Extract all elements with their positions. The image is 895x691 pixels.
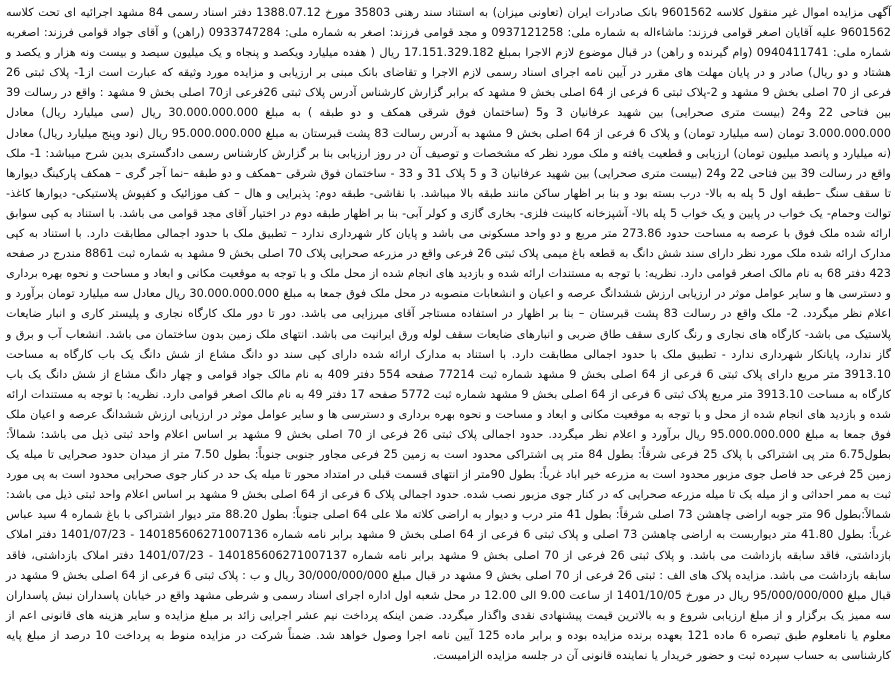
auction-notice-text: آگهی مزایده اموال غیر منقول کلاسه 9601562 بانک صادرات ایران (تعاونی میزان) به استناد سند رهنی 35803 مورخ 1388.07.12 دفتر اسناد رسمی 84 مشهد اجرائیه ای تحت کلاسه 9601562 علیه آقایان اصغر قوامی فرزند: ماشاءاله به شماره ملی: 0937121258 و مجد قوامی فرزند: اصغر به شماره ملی: 0933747284 (راهن) و آقای جواد قوامی فرزند: اصغربه شماره ملی: 0940411741 (وام گیرنده و راهن) در قبال موضوع لازم الاجرا بمبلغ 17.151.329.182 ریال ( هفده میلیارد ویکصد و پنجاه و یک میلیون سیصد و بیست ونه هزار و یکصد و هشتاد و دو ریال) صادر و در پایان مهلت های مقرر در آیین نامه اجرای اسناد رسمی لازم الاجرا و تقاضای بانک مبنی بر ارزیابی و مزایده مورد وثیقه که عبارت است از1- پلاک ثبتی 26 فرعی از 70 اصلی بخش 9 مشهد و 2-پلاک ثبتی 6 فرعی از 64 اصلی بخش 9 مشهد که برابر گزارش کارشناس آدرس پلاک ثبتی 26فرعی از70 اصلی بخش 9 مشهد : واقع در رسالت 39 بین فتاحی 22 و24 (بیست متری صحرایی) بین شهید عرفانیان 3 و5 (ساختمان فوق شرقی همکف و دو طبقه ) به مبلغ 30.000.000.000 ریال (سی میلیارد ریال) معادل 3.000.000.000 تومان (سه میلیارد تومان) و پلاک 6 فرعی از 64 اصلی بخش 9 مشهد به آدرس رسالت 83 پشت قبرستان به مبلغ 95.000.000.000 ریال (نود وپنج میلیارد ریال) معادل (نه میلیارد و پانصد میلیون تومان) ارزیابی و قطعیت یافته و ملک مورد نظر که مشخصات و توصیف آن در روز ارزیابی بنا بر گزارش کارشناس رسمی دادگستری بدین شرح میباشد: 1- ملک واقع در رسالت 39 بین فتاحی 22 و24 (بیست متری صحرایی) بین شهید عرفانیان 3 و 5 پلاک 31 و 33 - ساختمان فوق شرقی –همکف و دو طبقه –نما آجر گری – همکف پارکینگ دیوارها تا سقف سنگ –طبقه اول 5 پله به بالا- درب بسته بود و بنا بر اظهار ساکن مانند طبقه بالا میباشد. با نقاشی- طبقه دوم: پذیرایی و هال – کف موزائیک و کفپوش پلاستیکی- دیوارها کاغذ- توالت وحمام- یک خواب در پایین و یک خواب 5 پله بالا- آشپزخانه کابینت فلزی- بخاری گازی و کولر آبی- بنا بر اظهار طبقه دوم در اختیار آقای مجد قوامی می باشد. با استناد به کپی سوابق ارائه شده ملک فوق با عرصه به مساحت حدود 273.86 متر مربع و دو واحد مسکونی می باشد و پایان کار شهرداری ندارد – تطبیق ملک با حدود اجمالی مطابقت دارد. با استناد به کپی مدارک ارائه شده ملک مورد نظر دارای سند شش دانگ به قطعه باغ میمی پلاک ثبتی 26 فرعی واقع در مزرعه صحرایی پلاک 70 اصلی بخش 9 مشهد به شماره ثبت 8861 مندرج در صفحه 423 دفتر 68 به نام مالک اصغر قوامی دارد. نظریه: با توجه به مستندات ارائه شده و بازدید های انجام شده از محل ملک و با توجه به موقعیت مکانی و ابعاد و مساحت و نحوه بهره برداری و دسترسی ها و سایر عوامل موثر در ارزیابی ارزش ششدانگ عرصه و اعیان و انشعابات منصوبه در محل ملک فوق جمعا به مبلغ 30.000.000.000 ریال معادل سه میلیارد تومان برآورد و اعلام نظر میگردد. 2- ملک واقع در رسالت 83 پشت قبرستان – بنا بر اظهار در استفاده مستاجر آقای میرزایی می باشد. دور تا دور ملک کارگاه نجاری و پلیستر کاری و انبار ضایعات پلاستیک می باشد- کارگاه های نجاری و رنگ کاری سقف طاق ضربی و انبارهای ضایعات سقف لوله ورق ایرانیت می باشد. انتهای ملک زمین بدون ساختمان می باشد. انشعاب آب و برق و گاز ندارد، پایانکار شهرداری ندارد - تطبیق ملک با حدود اجمالی مطابقت دارد. با استناد به مدارک ارائه شده دارای کپی سند دو دانگ مشاع از شش دانگ یک باب کارگاه به مساحت 3913.10 متر مربع دارای پلاک ثبتی 6 فرعی از 64 اصلی بخش 9 مشهد شماره ثبت 77214 صفحه 554 دفتر 409 به نام مالک جواد قوامی و چهار دانگ مشاع از شش دانگ یک باب کارگاه به مساحت 3913.10 متر مربع پلاک ثبتی 6 فرعی از 64 اصلی بخش 9 مشهد شماره ثبت 5772 صفحه 17 دفتر 49 به نام مالک اصغر قوامی دارد. نظریه: با توجه به مستندات ارائه شده و بازدید های انجام شده از محل و با توجه به موقعیت مکانی و ابعاد و مساحت و نحوه بهره برداری و دسترسی ها و سایر عوامل موثر در ارزیابی ارزش ششدانگ عرصه و اعیان ملک فوق جمعا به مبلغ 95.000.000.000 ریال برآورد و اعلام نظر میگردد. حدود اجمالی پلاک ثبتی 26 فرعی از 70 اصلی بخش 9 مشهد بر اساس اعلام واحد ثبتی ذیل می باشد: شمالاً: بطول6.75 متر پی اشتراکی با پلاک 25 فرعی شرقاً: بطول 84 متر پی اشتراکی محدود است به زمین 25 فرعی مجاور جنوبی جنوباً: بطول 7.50 متر از میدان حدود صحرایی تا میله یک زمین 25 فرعی حد فاصل جوی مزبور محدود است به مزرعه خیر اباد غرباً: بطول 90متر از انتهای قسمت قبلی در امتداد محور تا میله یک حد در کنار جوی صحرایی محدود است به پی مورد ثبت به ممر احداثی و از میله یک تا میله مزرعه صحرایی که در کنار جوی مزبور نصب شده. حدود اجمالی پلاک 6 فرعی از 64 اصلی بخش 9 مشهد بر اساس اعلام واحد ثبتی ذیل می باشد: شمالاً:بطول 96 متر جوبه اراضی چاهشن 73 اصلی شرقاً: بطول 41 متر درب و دیوار به اراضی کلاته ملا علی 64 اصلی جنوباً: بطول 88.20 متر دیوار اشتراکی با باغ شماره 4 سید عباس غرباً: بطول 41.80 متر دیواربست به اراضی چاهشن 73 اصلی و پلاک ثبتی 6 فرعی از 64 اصلی بخش 9 مشهد برابر نامه شماره 140185606271007136 - 1401/07/23 دفتر املاک بازداشتی، فاقد سابقه بازداشت می باشد. و پلاک ثبتی 26 فرعی از 70 اصلی بخش 9 مشهد برابر نامه شماره 140185606271007137 - 1401/07/23 دفتر املاک بازداشتی، فاقد سابقه بازداشت می باشد. مزایده پلاک های الف : ثبتی 26 فرعی از 70 اصلی بخش 9 مشهد در قبال مبلغ 30/000/000/000 ریال و ب : پلاک ثبتی 6 فرعی از 64 اصلی بخش 9 مشهد در قبال مبلغ 95/000/000/000 ریال در مورخ 1401/10/05 از ساعت 9.00 الی 12.00 در محل شعبه اول اداره اجرای اسناد رسمی و شرطی مشهد واقع در خیابان پاسداران نبش پاسداران سه ممیز یک برگزار و از مبلغ ارزیابی شروع و به بالاترین قیمت پیشنهادی نقدی واگذار میگردد. ضمن اینکه پرداخت نیم عشر اجرایی زائد بر مبلغ مزایده و سایر هزینه های قانونی اعم از معلوم یا نامعلوم طبق تبصره 6 ماده 121 بعهده برنده مزایده بوده و برابر ماده 125 آیین نامه اجرا وصول خواهد شد. ضمناً شرکت در مزایده منوط به پرداخت 10 درصد از مبلغ پایه کارشناسی به حساب سپرده ثبت و حضور خریدار یا نماینده قانونی آن در جلسه مزایده الزامیست.	[6, 6, 892, 662]
